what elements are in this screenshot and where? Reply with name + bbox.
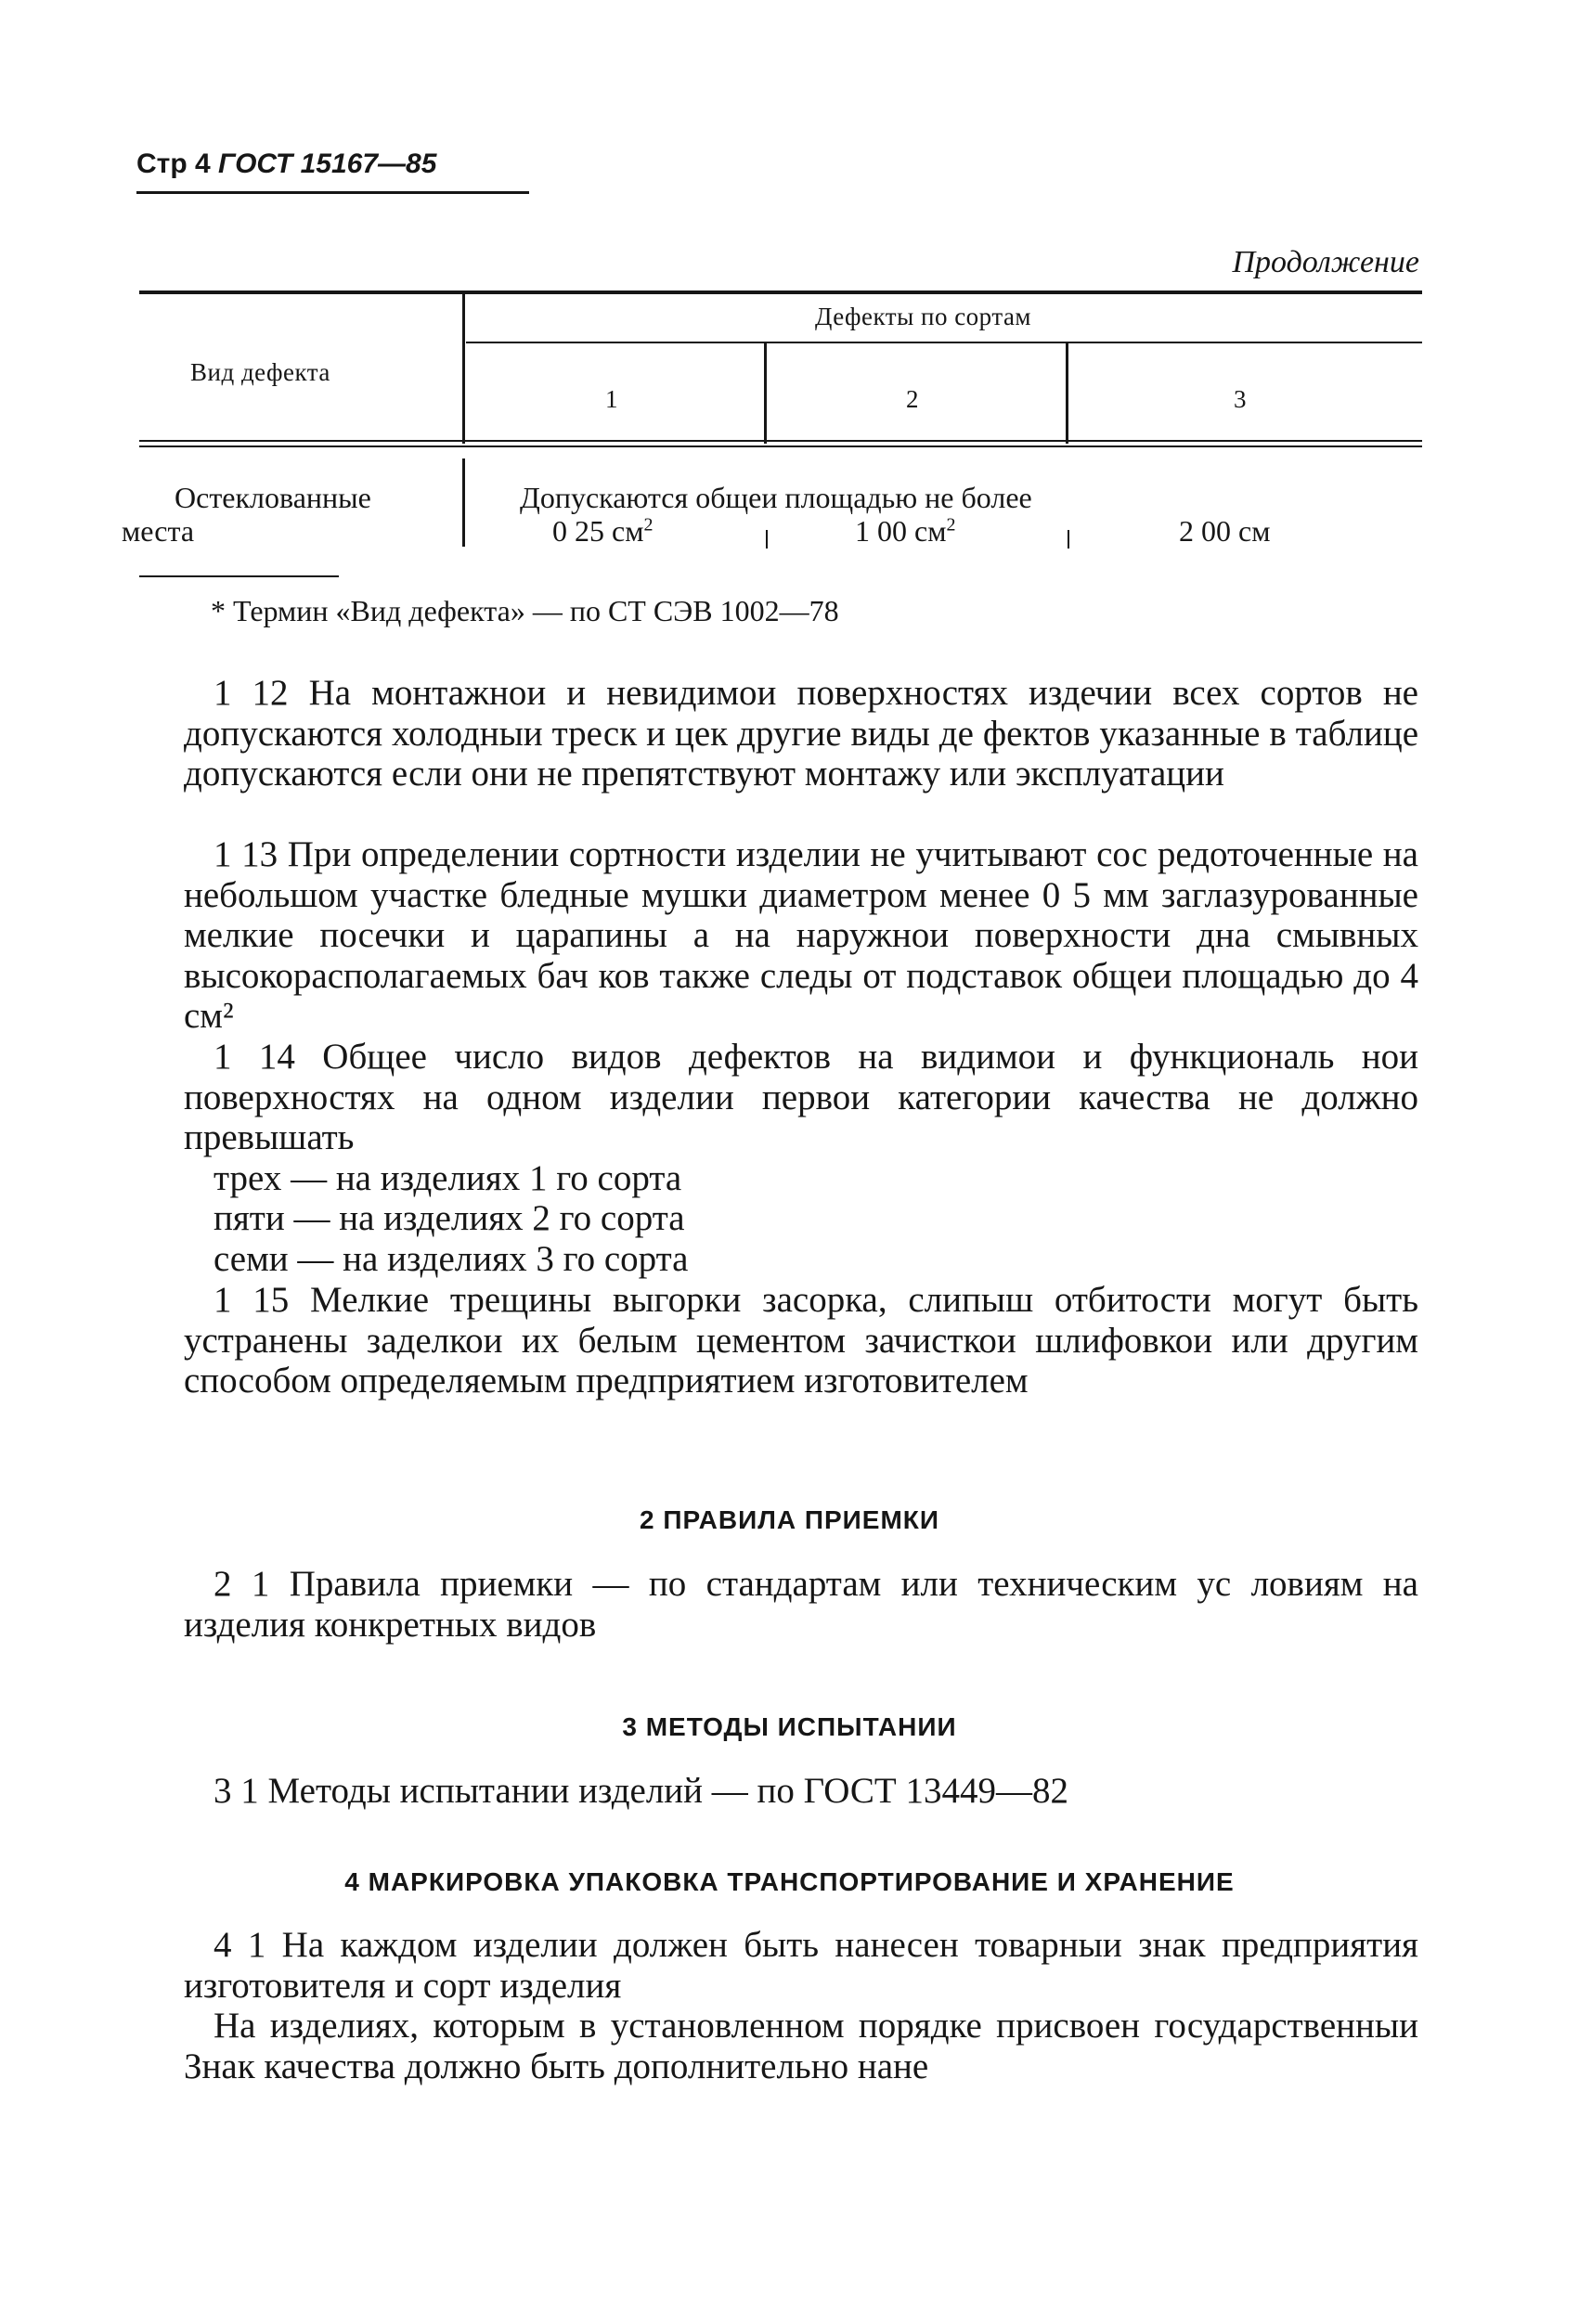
page-number: Стр 4 (136, 148, 211, 179)
section-4-heading: 4 МАРКИРОВКА УПАКОВКА ТРАНСПОРТИРОВАНИЕ И ХРАНЕНИЕ (344, 1867, 1235, 1896)
defect-name-line1: Остеклованные (175, 481, 371, 514)
body-col-divider (462, 458, 465, 547)
header-grade-1: 1 (605, 385, 618, 413)
allowance-note: Допускаются общеи площадью не более (520, 481, 1032, 514)
list-item-grade-3: семи — на изделиях 3 го сорта (214, 1239, 689, 1279)
footnote: * Термин «Вид дефекта» — по СТ СЭВ 1002—78 (211, 594, 839, 627)
footnote-rule (139, 575, 339, 577)
value-separator-1 (766, 530, 768, 549)
defect-name-line2: места (122, 514, 195, 548)
section-3-heading: 3 МЕТОДЫ ИСПЫТАНИИ (622, 1712, 957, 1741)
paragraph-1-13: 1 13 При определении сортности изделии не учитывают сос редоточенные на небольшом участке бледные мушки диаметром менее 0 5 мм заглазурованные мелкие посечки и царапины а на наружнои поверхности дна смывных высокорасполагаемых бач ков также следы от подставок общеи площадью до 4 см² (184, 834, 1418, 1036)
value-separator-2 (1068, 530, 1069, 549)
header-grade-2: 2 (906, 385, 919, 413)
grade1-value: 0 25 $см^2$ (552, 514, 654, 548)
col-divider-2-3 (1066, 343, 1068, 444)
header-rule (136, 191, 529, 194)
header-double-rule-1 (139, 440, 1422, 442)
paragraph-1-12: 1 12 На монтажнои и невидимои поверхностях издечии всех сортов не допускаются холодныи треск и цек другие виды де фектов указанные в таблице допускаются если они не препятствуют монтажу или эксплуатации (184, 673, 1418, 794)
section-2-heading: 2 ПРАВИЛА ПРИЕМКИ (639, 1505, 940, 1534)
list-item-grade-1: трех — на изделиях 1 го сорта (214, 1158, 682, 1198)
paragraph-1-14: 1 14 Общее число видов дефектов на видимои и функциональ нои поверхностях на одном изделии первои категории качества не должно превышать (184, 1037, 1418, 1157)
header-defect-type: Вид дефекта (190, 358, 330, 386)
running-header (136, 148, 436, 180)
paragraph-3-1: 3 1 Методы испытании изделий — по ГОСТ 13449—82 (214, 1771, 1068, 1811)
col-divider-main (462, 294, 465, 444)
paragraph-4-1-continued: На изделиях, которым в установленном порядке присвоен государственныи Знак качества должно быть дополнительно нане (184, 2006, 1418, 2086)
table-top-rule (139, 290, 1422, 294)
header-double-rule-2 (139, 445, 1422, 447)
grade3-value: 2 00 см (1179, 514, 1271, 548)
paragraph-4-1: 4 1 На каждом изделии должен быть нанесен товарныи знак предприятия изготовителя и сорт изделия (184, 1925, 1418, 2006)
header-grade-3: 3 (1234, 385, 1247, 413)
grades-header-rule (466, 342, 1422, 343)
grade2-value: 1 00 $см^2$ (855, 514, 956, 548)
standard-number: ГОСТ 15167—85 (218, 148, 437, 179)
list-item-grade-2: пяти — на изделиях 2 го сорта (214, 1198, 685, 1238)
paragraph-2-1: 2 1 Правила приемки — по стандартам или техническим ус ловиям на изделия конкретных видов (184, 1564, 1418, 1645)
paragraph-1-15: 1 15 Мелкие трещины выгорки засорка, слипыш отбитости могут быть устранены заделкои их белым цементом зачисткои шлифовкои или другим способом определяемым предприятием изготовителем (184, 1280, 1418, 1401)
header-defects-by-grade: Дефекты по сортам (815, 303, 1032, 330)
col-divider-1-2 (764, 343, 767, 444)
continuation-label: Продолжение (1232, 245, 1419, 279)
